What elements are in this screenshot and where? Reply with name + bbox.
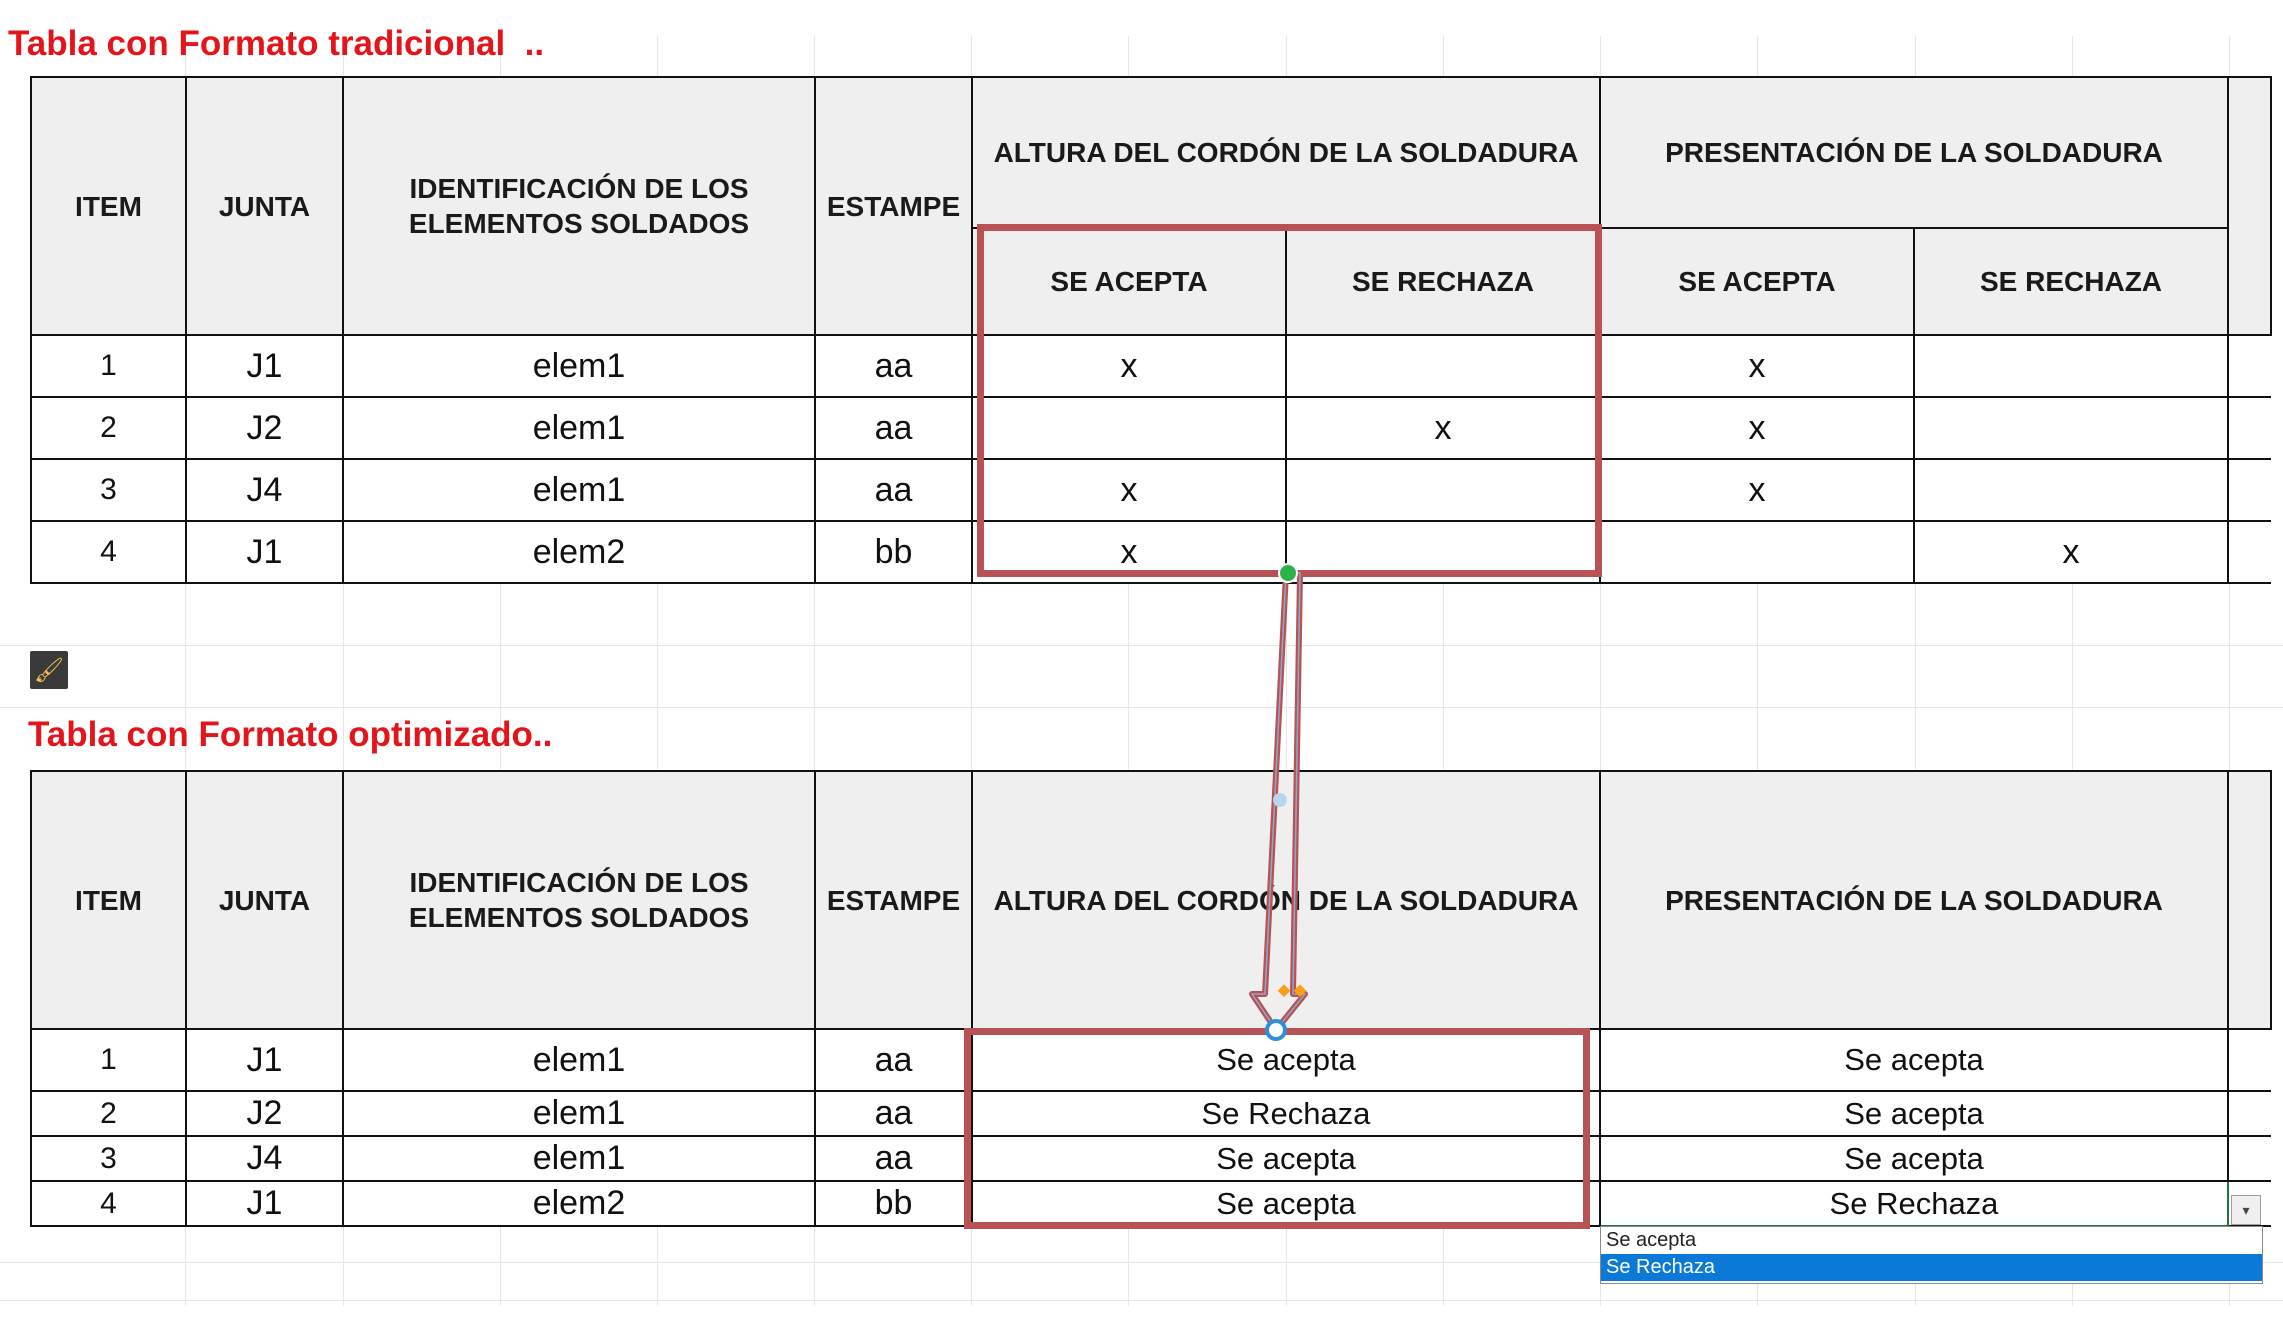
- cell-altura-acepta[interactable]: x: [972, 335, 1286, 397]
- header-altura: ALTURA DEL CORDÓN DE LA SOLDADURA: [972, 77, 1600, 228]
- cell-junta[interactable]: J4: [186, 459, 343, 521]
- connector-end-handle[interactable]: [1267, 1021, 1285, 1039]
- header-identificacion: IDENTIFICACIÓN DE LOS ELEMENTOS SOLDADOS: [343, 77, 815, 335]
- cell-estampe[interactable]: bb: [815, 1181, 972, 1226]
- cell-altura-rechaza[interactable]: x: [1286, 397, 1600, 459]
- cell-estampe[interactable]: aa: [815, 335, 972, 397]
- cell-presentacion[interactable]: Se acepta: [1600, 1091, 2228, 1136]
- cell-item[interactable]: 1: [31, 335, 186, 397]
- connector-mid-handle[interactable]: [1273, 793, 1287, 807]
- header-junta: JUNTA: [186, 771, 343, 1029]
- cell-item[interactable]: 4: [31, 521, 186, 583]
- header-item: ITEM: [31, 77, 186, 335]
- header-presentacion-rechaza: SE RECHAZA: [1914, 228, 2228, 335]
- cell-elem[interactable]: elem1: [343, 1136, 815, 1181]
- dropdown-list[interactable]: [1600, 1226, 2263, 1284]
- cell-item[interactable]: 3: [31, 459, 186, 521]
- dropdown-option-selected[interactable]: Se Rechaza: [1601, 1254, 2262, 1281]
- cell-elem[interactable]: elem1: [343, 397, 815, 459]
- dropdown-option[interactable]: Se acepta: [1606, 1229, 1697, 1251]
- cell-presentacion[interactable]: Se acepta: [1600, 1029, 2228, 1091]
- cell-altura[interactable]: Se acepta: [972, 1181, 1600, 1226]
- header-altura: ALTURA DEL CORDÓN DE LA SOLDADURA: [972, 771, 1600, 1029]
- cell-altura-acepta[interactable]: x: [972, 521, 1286, 583]
- cell-estampe[interactable]: bb: [815, 521, 972, 583]
- brush-icon[interactable]: 🖌: [30, 651, 68, 689]
- cell-presentacion-acepta[interactable]: x: [1600, 397, 1914, 459]
- header-item: ITEM: [31, 771, 186, 1029]
- cell-junta[interactable]: J1: [186, 1181, 343, 1226]
- cell-item[interactable]: 4: [31, 1181, 186, 1226]
- cell-presentacion-active[interactable]: Se Rechaza: [1600, 1181, 2228, 1226]
- header-estampe: ESTAMPE: [815, 77, 972, 335]
- cell-elem[interactable]: elem1: [343, 1091, 815, 1136]
- cell-junta[interactable]: J1: [186, 1029, 343, 1091]
- cell-junta[interactable]: J2: [186, 1091, 343, 1136]
- adjust-handle-1[interactable]: [1278, 984, 1291, 997]
- cell-junta[interactable]: J1: [186, 335, 343, 397]
- header-presentacion: PRESENTACIÓN DE LA SOLDADURA: [1600, 77, 2228, 228]
- header-altura-rechaza: SE RECHAZA: [1286, 228, 1600, 335]
- cell-estampe[interactable]: aa: [815, 1136, 972, 1181]
- cell-altura-acepta[interactable]: x: [972, 459, 1286, 521]
- cell-elem[interactable]: elem2: [343, 1181, 815, 1226]
- cell-item[interactable]: 2: [31, 1091, 186, 1136]
- cell-item[interactable]: 2: [31, 397, 186, 459]
- cell-item[interactable]: 1: [31, 1029, 186, 1091]
- header-presentacion: PRESENTACIÓN DE LA SOLDADURA: [1600, 771, 2228, 1029]
- cell-junta[interactable]: J1: [186, 521, 343, 583]
- cell-presentacion-acepta[interactable]: x: [1600, 459, 1914, 521]
- chevron-down-icon[interactable]: ▾: [2231, 1195, 2261, 1225]
- optimized-table-title: Tabla con Formato optimizado..: [28, 715, 553, 754]
- header-identificacion: IDENTIFICACIÓN DE LOS ELEMENTOS SOLDADOS: [343, 771, 815, 1029]
- cell-elem[interactable]: elem1: [343, 1029, 815, 1091]
- cell-estampe[interactable]: aa: [815, 459, 972, 521]
- cell-elem[interactable]: elem2: [343, 521, 815, 583]
- connector-start-handle[interactable]: [1279, 564, 1297, 582]
- traditional-table-title: Tabla con Formato tradicional ..: [8, 24, 545, 63]
- cell-altura[interactable]: Se Rechaza: [972, 1091, 1600, 1136]
- cell-presentacion-rechaza[interactable]: x: [1914, 521, 2228, 583]
- cell-junta[interactable]: J2: [186, 397, 343, 459]
- cell-altura[interactable]: Se acepta: [972, 1029, 1600, 1091]
- header-presentacion-acepta: SE ACEPTA: [1600, 228, 1914, 335]
- cell-estampe[interactable]: aa: [815, 397, 972, 459]
- cell-altura[interactable]: Se acepta: [972, 1136, 1600, 1181]
- cell-presentacion-acepta[interactable]: x: [1600, 335, 1914, 397]
- cell-elem[interactable]: elem1: [343, 335, 815, 397]
- cell-presentacion[interactable]: Se acepta: [1600, 1136, 2228, 1181]
- cell-item[interactable]: 3: [31, 1136, 186, 1181]
- header-altura-acepta: SE ACEPTA: [972, 228, 1286, 335]
- cell-junta[interactable]: J4: [186, 1136, 343, 1181]
- header-junta: JUNTA: [186, 77, 343, 335]
- cell-estampe[interactable]: aa: [815, 1029, 972, 1091]
- header-estampe: ESTAMPE: [815, 771, 972, 1029]
- cell-estampe[interactable]: aa: [815, 1091, 972, 1136]
- cell-elem[interactable]: elem1: [343, 459, 815, 521]
